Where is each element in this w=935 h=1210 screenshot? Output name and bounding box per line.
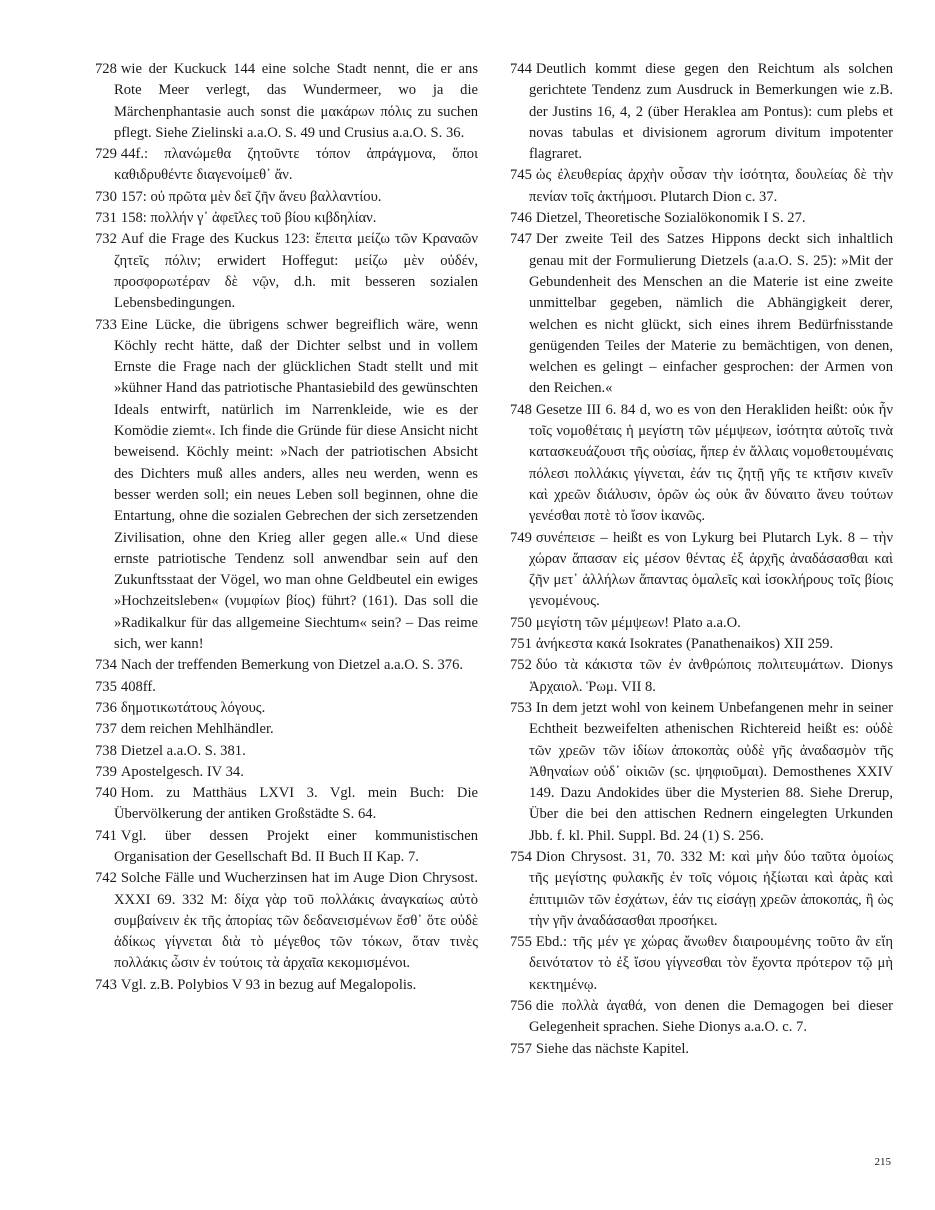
footnote-number: 757 [510, 1040, 532, 1057]
footnote-number: 750 [510, 614, 532, 631]
footnote-number: 748 [510, 401, 532, 418]
footnote [510, 229, 893, 399]
page-number: 215 [874, 1156, 891, 1168]
footnote-number: 739 [95, 763, 117, 780]
footnote-number: 744 [510, 61, 532, 77]
footnote [95, 762, 478, 783]
footnote-number: 738 [95, 742, 117, 759]
footnote [95, 59, 478, 144]
footnote-text: Hom. zu Matthäus LXVI 3. Vgl. mein Buch: Die Übervölkerung der antiken Großstädte S. 64. [114, 785, 478, 823]
footnote-number: 752 [510, 657, 532, 674]
footnote-text: Gesetze III 6. 84 d, wo es von den Herakliden heißt: οὐκ ἦν τοῖς νομοθέταις ἡ μεγίστη τῶν μέμψεων, ἰσότητα αὐτοῖς τινὰ κατασκευάζουσι τῆς οὐσίας, ἥπερ ἐν ἄλλαις νομοθετουμέναις πόλεσι πολλάκις γίγνεται, ἐάν τις ζητῇ γῆς τε κτῆσιν κινεῖν καὶ χρεῶν διάλυσιν, ὁρῶν ὡς οὐκ ἂν δύναιτο ἄνευ τούτων γενέσθαι ποτὲ τὸ ἴσον ἱκανῶς. [529, 401, 893, 525]
footnote-number: 742 [95, 870, 117, 887]
right-column [510, 59, 893, 1060]
footnote [510, 1039, 893, 1060]
footnote-text: δύο τὰ κάκιστα τῶν ἐν ἀνθρώποις πολιτευμάτων. Dionys Ἀρχαιολ. Ῥωμ. VII 8. [529, 657, 893, 695]
footnote-text: 44f.: πλανώμεθα ζητοῦντε τόπον ἀπράγμονα, ὅποι καθιδρυθέντε διαγενοίμεθ᾽ ἄν. [114, 146, 478, 184]
footnote-number: 745 [510, 167, 532, 184]
footnote [95, 741, 478, 762]
footnote-number: 754 [510, 848, 532, 865]
footnote-text: wie der Kuckuck 144 eine solche Stadt nennt, die er ans Rote Meer verlegt, das Wundermeer, wo ja die Märchenphantasie auch sonst die μακάρων πόλις zu suchen pflegt. Siehe Zielinski a.a.O. S. 49 und Crusius a.a.O. S. 36. [114, 61, 478, 141]
footnote-text: Dietzel a.a.O. S. 381. [120, 742, 246, 759]
footnote [510, 932, 893, 996]
footnote-text: Solche Fälle und Wucherzinsen hat im Auge Dion Chrysost. XXXI 69. 332 M: δίχα γὰρ τοῦ πολλάκις ἀναγκαίως αὐτὸ συμβαίνειν ἐκ τῆς ἀπορίας τῶν δεδανεισμένων ἔσθ᾽ ὅτε οὐδὲ ἀδίκως γίγνεται διὰ τὸ μέγεθος τῶν τόκων, ὅταν τινὲς πολλάκις ὦσιν ἐν τούτοις τὰ ἀρχαῖα κεκομισμένοι. [114, 870, 478, 972]
footnote-text: 157: οὐ πρῶτα μὲν δεῖ ζῆν ἄνευ βαλλαντίου. [120, 188, 382, 205]
footnote-text: ὡς ἐλευθερίας ἀρχὴν οὖσαν τὴν ἰσότητα, δουλείας δὲ τὴν πενίαν τοῖς ἀκτήμοσι. Plutarch Dion c. 37. [529, 167, 893, 205]
footnote [510, 634, 893, 655]
footnote-text: Dietzel, Theoretische Sozialökonomik I S. 27. [535, 210, 806, 227]
footnote-number: 731 [95, 210, 117, 227]
footnote-text: Ebd.: τῆς μέν γε χώρας ἄνωθεν διαιρουμένης τοῦτο ἂν εἴη δεινότατον τὸ ἐξ ἴσου γίγνεσθαι τὸν ἔχοντα πρότερον τῷ μὴ κεκτημένῳ. [529, 934, 893, 993]
footnote [510, 847, 893, 932]
footnote [510, 59, 893, 165]
footnote-number: 743 [95, 976, 117, 993]
footnote-number: 747 [510, 231, 532, 248]
footnote-text: Apostelgesch. IV 34. [120, 763, 244, 780]
footnote-text: Siehe das nächste Kapitel. [535, 1040, 690, 1057]
footnote-number: 741 [95, 827, 117, 844]
footnote [95, 144, 478, 187]
footnote [510, 996, 893, 1039]
footnote-text: dem reichen Mehlhändler. [120, 721, 274, 738]
footnote [95, 655, 478, 676]
footnote-number: 746 [510, 210, 532, 227]
footnote [95, 783, 478, 826]
footnote [510, 528, 893, 613]
footnote [95, 187, 478, 208]
footnote-number: 737 [95, 721, 117, 738]
footnote-number: 740 [95, 785, 117, 802]
footnote [95, 719, 478, 740]
footnote-text: Nach der treffenden Bemerkung von Dietzel a.a.O. S. 376. [120, 657, 464, 674]
footnote-text: Vgl. z.B. Polybios V 93 in bezug auf Megalopolis. [120, 976, 417, 993]
footnote-number: 755 [510, 934, 532, 951]
footnote-number: 734 [95, 657, 117, 674]
left-column [95, 59, 478, 996]
footnote [510, 698, 893, 847]
footnote-number: 756 [510, 998, 532, 1015]
footnote-text: Eine Lücke, die übrigens schwer begreiflich wäre, wenn Köchly recht hätte, daß der Dichter selbst und in vollem Ernste die Frage nach der glücklichen Stadt stellt und mit »kühner Hand das patriotische Phantasiebild des gewünschten Ideals entwirft, natürlich im Narrenkleide, wie es der Komödie ziemt«. Ich finde die Gründe für diese Ansicht nicht beweisend. Köchly meint: »Nach der patriotischen Absicht des Dichters muß alles anders, alles neu werden, wenn es besser werden soll; ein neues Leben soll beginnen, ohne die Entartung, ohne die sozialen Gebrechen der sich zersetzenden Zivilisation, ohne den Krieg aller gegen alle.« Und diese ernste patriotische Tendenz soll anwendbar sein auf den Zukunftsstaat der Vögel, wo man ohne Geldbeutel ein ewiges »Hochzeitsleben« (νυμφίων βίος) führt? (161). Das soll die »Radikalkur für das allgemeine Siechtum« sein? – Das reime sich, wer kann! [114, 316, 478, 653]
footnote-text: 158: πολλήν γ᾽ ἀφεῖλες τοῦ βίου κιβδηλίαν. [120, 210, 377, 227]
footnote-text: μεγίστη τῶν μέμψεων! Plato a.a.O. [535, 614, 741, 631]
footnote-text: Dion Chrysost. 31, 70. 332 M: καὶ μὴν δύο ταῦτα ὁμοίως τῆς μεγίστης φυλακῆς ἐν τοῖς νόμοις ἠξίωται καὶ ἀρὰς καὶ ἐπιτιμιῶν τῶν ἐσχάτων, ἐάν τις εἰσάγῃ χρεῶν ἀποκοπάς, ἢ ὡς τὴν γῆν ἀναδάσασθαι προσήκει. [529, 848, 893, 929]
footnote [95, 315, 478, 656]
footnote-number: 730 [95, 188, 117, 205]
footnote-number: 753 [510, 699, 532, 716]
footnote [95, 698, 478, 719]
footnote [510, 165, 893, 208]
footnote-number: 751 [510, 636, 532, 653]
footnote [510, 613, 893, 634]
footnote [510, 400, 893, 528]
footnote-number: 729 [95, 146, 117, 163]
footnote-text: ἀνήκεστα κακά Isokrates (Panathenaikos) XII 259. [535, 636, 834, 653]
footnote-text: die πολλὰ ἀγαθά, von denen die Demagogen bei dieser Gelegenheit sprachen. Siehe Dionys a.a.O. c. 7. [529, 998, 893, 1036]
footnote [95, 868, 478, 974]
footnote-number: 733 [95, 316, 117, 333]
footnote-text: συνέπεισε – heißt es von Lykurg bei Plutarch Lyk. 8 – τὴν χώραν ἅπασαν εἰς μέσον θέντας ἐξ ἀρχῆς ἀναδάσασθαι καὶ ζῆν μετ᾽ ἀλλήλων ἅπαντας ὁμαλεῖς καὶ ἰσοκλήρους τοῖς βίοις γενομένους. [529, 529, 893, 610]
footnote-number: 735 [95, 678, 117, 695]
footnote-text: In dem jetzt wohl von keinem Unbefangenen mehr in seiner Echtheit bezweifelten athenischen Richtereid heißt es: οὐδὲ τῶν χρεῶν τῶν ἰδίων ἀποκοπὰς οὐδὲ γῆς ἀναδασμὸν τῆς Ἀθηναίων οὐδ᾽ οἰκιῶν (sc. ψηφιοῦμαι). Demosthenes XXIV 149. Dazu Andokides über die Mysterien 88. Siehe Drerup, Über die bei den attischen Rednern eingelegten Urkunden Jbb. f. kl. Phil. Suppl. Bd. 24 (1) S. 256. [529, 699, 893, 844]
footnote [95, 208, 478, 229]
footnote-text: 408ff. [120, 678, 156, 695]
footnote [510, 208, 893, 229]
footnote-number: 732 [95, 231, 117, 248]
footnote-text: Deutlich kommt diese gegen den Reichtum als solchen gerichtete Tendenz zum Ausdruck in Bemerkungen wie z.B. der Justins 16, 4, 2 (über Heraklea am Pontus): cum plebs et novas tabulas et divisionem agrorum divitum impotenter flagraret. [529, 61, 893, 163]
footnote [95, 826, 478, 869]
footnote [95, 677, 478, 698]
footnote-number: 728 [95, 61, 117, 77]
footnote-text: Der zweite Teil des Satzes Hippons deckt sich inhaltlich genau mit der Formulierung Dietzels (a.a.O. S. 25): »Mit der Gebundenheit des Menschen an die Materie ist eine zweite unmittelbar gegeben, nämlich die Abhängigkeit derer, welchen es nicht glückt, sich eines ihrem Bedürfnisstande genügenden Teiles der Materie zu bemächtigen, von denen, welchen es gelingt – einfacher gesprochen: der Armen von den Reichen.« [529, 231, 893, 397]
footnote [95, 229, 478, 314]
footnote [95, 975, 478, 996]
footnote [510, 655, 893, 698]
footnote-text: δημοτικωτάτους λόγους. [120, 699, 266, 716]
footnote-number: 736 [95, 699, 117, 716]
footnote-number: 749 [510, 529, 532, 546]
footnote-text: Auf die Frage des Kuckus 123: ἔπειτα μείζω τῶν Κραναῶν ζητεῖς πόλιν; erwidert Hoffegut: μείζω μὲν οὐδέν, προσφορωτέραν δὲ νῷν, d.h. mit besseren sozialen Lebensbedingungen. [114, 231, 478, 312]
footnote-text: Vgl. über dessen Projekt einer kommunistischen Organisation der Gesellschaft Bd. II Buch II Kap. 7. [114, 827, 478, 865]
